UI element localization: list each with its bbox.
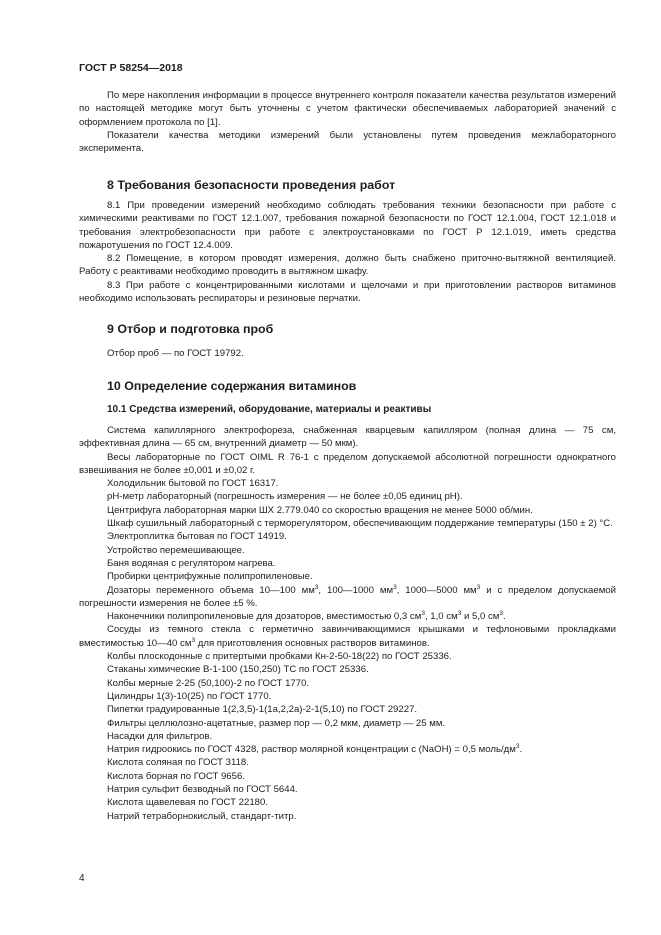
paragraph: 8.1 При проведении измерений необходимо соблюдать требования техники безопасности при работе с химическими реактивами по ГОСТ 12.1.007, требования пожарной безопасности по ГОСТ 12.1.004, ГОСТ 12.1.018 и требования электробезопасности при работе с электроустановками по ГОСТ Р 12.1.019, иметь средства пожаротушения по ГОСТ 12.4.009. [79, 200, 616, 251]
section-8-heading: 8 Требования безопасности проведения работ [107, 178, 396, 192]
list-item: Шкаф сушильный лабораторный с терморегулятором, обеспечивающим поддержание температуры (150 ± 2) °С. [107, 518, 613, 530]
equipment-list [79, 424, 616, 823]
list-item: Натрий тетраборнокислый, стандарт-титр. [107, 810, 297, 822]
page-number: 4 [79, 873, 85, 884]
list-item: Натрия сульфит безводный по ГОСТ 5644. [107, 784, 298, 796]
list-item: Центрифуга лабораторная марки ШХ 2.779.040 со скоростью вращения не менее 5000 об/мин. [107, 504, 533, 516]
list-item: Сосуды из темного стекла с герметично завинчивающимися крышками и тефлоновыми прокладками вместимостью 10—40 $см^3$ для приготовления основных растворов витаминов. [79, 624, 616, 649]
section-9-body [79, 347, 616, 360]
list-item: Весы лабораторные по ГОСТ OIML R 76-1 с пределом допускаемой абсолютной погрешности однократного взвешивания не более ±0,001 и ±0,02 г. [79, 451, 616, 476]
list-item: Фильтры целлюлозно-ацетатные, размер пор — 0,2 мкм, диаметр — 25 мм. [107, 717, 446, 729]
list-item: Устройство перемешивающее. [107, 544, 245, 556]
list-item: Пробирки центрифужные полипропиленовые. [107, 571, 313, 583]
paragraph: По мере накопления информации в процессе внутреннего контроля показатели качества результатов измерений по настоящей методике могут быть уточнены с учетом фактически обеспечиваемых лабораторией значений с оформлением протокола по [1]. [79, 90, 616, 128]
paragraph: Отбор проб — по ГОСТ 19792. [107, 348, 244, 359]
list-item: Колбы мерные 2-25 (50,100)-2 по ГОСТ 1770. [107, 677, 310, 689]
list-item: Баня водяная с регулятором нагрева. [107, 557, 276, 569]
list-item: Наконечники полипропиленовые для дозаторов, вместимостью 0,3 $см^3$, 1,0 $см^3$ и 5,0 $см^3$. [107, 610, 506, 623]
list-item: Насадки для фильтров. [107, 730, 213, 742]
list-item: Электроплитка бытовая по ГОСТ 14919. [107, 531, 287, 543]
list-item: Холодильник бытовой по ГОСТ 16317. [107, 478, 279, 490]
list-item: Дозаторы переменного объема 10—100 $мм^3$, 100—1000 $мм^3$, 1000—5000 $мм^3$ и с пределом допускаемой погрешности измерения не более ±5 %. [79, 583, 616, 609]
list-item: Кислота борная по ГОСТ 9656. [107, 770, 245, 782]
list-item: Стаканы химические В-1-100 (150,250) ТС по ГОСТ 25336. [107, 664, 369, 676]
list-item: Система капиллярного электрофореза, снабженная кварцевым капилляром (полная длина — 75 см, эффективная длина — 65 см, внутренний диаметр — 50 мкм). [79, 425, 616, 450]
list-item: Кислота щавелевая по ГОСТ 22180. [107, 797, 269, 809]
list-item: Колбы плоскодонные с притертыми пробками Кн-2-50-18(22) по ГОСТ 25336. [107, 651, 452, 663]
intro-block [79, 89, 616, 155]
paragraph: 8.3 При работе с концентрированными кислотами и щелочами и при приготовлении растворов витаминов необходимо использовать респираторы и резиновые перчатки. [79, 279, 616, 305]
list-item: Кислота соляная по ГОСТ 3118. [107, 757, 249, 769]
paragraph: 8.2 Помещение, в котором проводят измерения, должно быть снабжено приточно-вытяжной вентиляцией. Работу с реактивами необходимо проводить в вытяжном шкафу. [79, 253, 616, 278]
list-item: рН-метр лабораторный (погрешность измерения — не более ±0,05 единиц рН). [107, 491, 463, 503]
list-item: Натрия гидроокись по ГОСТ 4328, раствор молярной концентрации с (NaOH) = 0,5 моль/$дм^3$. [107, 743, 523, 756]
section-10-1-heading: 10.1 Средства измерений, оборудование, материалы и реактивы [107, 404, 432, 415]
section-9-heading: 9 Отбор и подготовка проб [107, 322, 274, 336]
list-item: Цилиндры 1(3)-10(25) по ГОСТ 1770. [107, 690, 272, 702]
paragraph: Показатели качества методики измерений были установлены путем проведения межлабораторного эксперимента. [79, 129, 616, 155]
section-10-heading: 10 Определение содержания витаминов [107, 379, 357, 393]
section-8-body [79, 199, 616, 305]
list-item: Пипетки градуированные 1(2,3,5)-1(1а,2,2а)-2-1(5,10) по ГОСТ 29227. [107, 704, 418, 716]
document-header: ГОСТ Р 58254—2018 [79, 62, 183, 74]
